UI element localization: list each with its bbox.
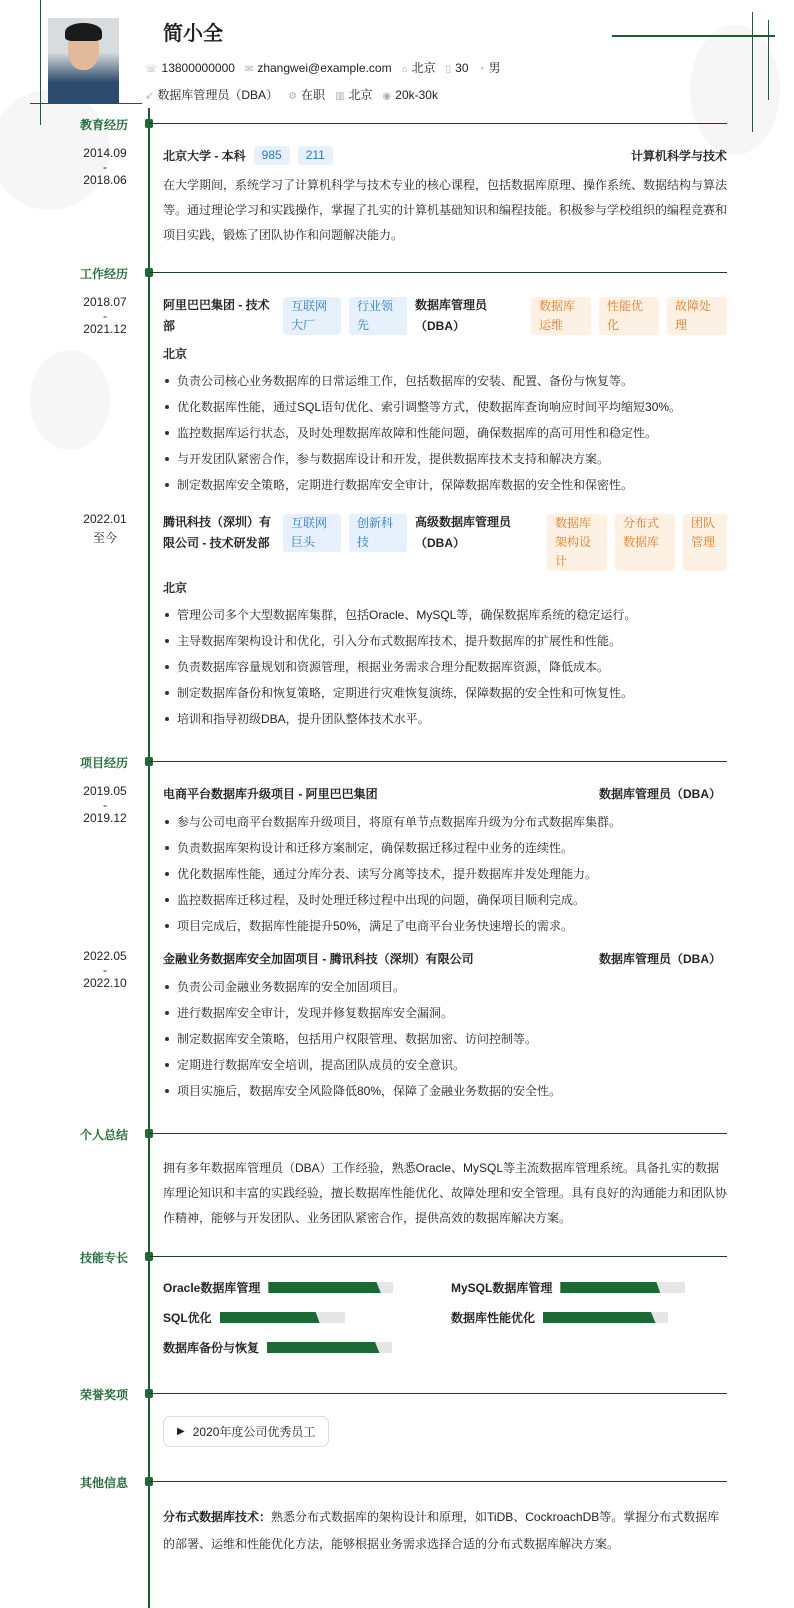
bullet-item: 优化数据库性能，通过SQL语句优化、索引调整等方式，使数据库查询响应时间平均缩短30%。	[163, 394, 727, 420]
status-icon: ⚙	[288, 91, 298, 102]
skill-bar	[560, 1282, 685, 1293]
other-info-label: 分布式数据库技术：	[163, 1510, 272, 1524]
school-tag: 985	[254, 146, 290, 165]
other-info	[0, 1504, 794, 1558]
date-separator: -	[103, 798, 107, 812]
bullet-item: 制定数据库安全策略，定期进行数据库安全审计，保障数据库数据的安全性和保密性。	[163, 472, 727, 498]
school-tag: 211	[298, 146, 333, 165]
date-range	[70, 293, 140, 339]
date-range	[70, 782, 140, 828]
project-name: 电商平台数据库升级项目 - 阿里巴巴集团	[163, 787, 378, 801]
end-date: 2019.12	[83, 811, 127, 825]
bullet-item: 管理公司多个大型数据库集群，包括Oracle、MySQL等，确保数据库系统的稳定运行。	[163, 602, 727, 628]
project-entry	[0, 784, 794, 939]
salary: 20k-30k	[395, 87, 438, 102]
school: 北京大学 - 本科	[163, 149, 246, 163]
city: 北京	[348, 88, 373, 102]
project-role: 数据库管理员（DBA）	[599, 952, 721, 966]
email: zhangwei@example.com	[257, 60, 392, 75]
decor-line	[40, 0, 41, 125]
end-date: 2018.06	[83, 173, 127, 187]
gender-icon: ◔	[478, 64, 485, 75]
summary-text: 拥有多年数据库管理员（DBA）工作经验，熟悉Oracle、MySQL等主流数据库管理系统。具备扎实的数据库理论知识和丰富的实践经验，擅长数据库性能优化、故障处理和安全管理。具有良好的沟通能力和团队协作精神，能够与开发团队、业务团队紧密合作，提供高效的数据库解决方案。	[163, 1161, 728, 1225]
date-range	[70, 144, 140, 190]
section-header-awards	[0, 1386, 794, 1402]
date-separator: -	[103, 963, 107, 977]
section-divider	[149, 123, 727, 124]
award-button[interactable]	[163, 1416, 329, 1447]
bullet-item: 培训和指导初级DBA，提升团队整体技术水平。	[163, 706, 727, 732]
date-range	[70, 947, 140, 993]
end-date: 2021.12	[83, 322, 127, 336]
skills-grid	[0, 1279, 794, 1356]
bullet-item: 制定数据库备份和恢复策略，定期进行灾难恢复演练，保障数据的安全性和可恢复性。	[163, 680, 727, 706]
company-tag: 行业领先	[349, 297, 407, 335]
skill-item	[163, 1339, 451, 1356]
education-title	[163, 146, 727, 167]
date-range	[70, 510, 140, 548]
bullet-list	[163, 368, 727, 498]
end-date: 2022.10	[83, 976, 127, 990]
bullet-item: 制定数据库安全策略，包括用户权限管理、数据加密、访问控制等。	[163, 1026, 727, 1052]
section-title: 教育经历	[79, 118, 128, 132]
project-title	[163, 784, 727, 805]
bullet-item: 负责公司金融业务数据库的安全加固项目。	[163, 974, 727, 1000]
bullet-item: 监控数据库运行状态，及时处理数据库故障和性能问题，确保数据库的高可用性和稳定性。	[163, 420, 727, 446]
skill-bar	[220, 1312, 345, 1323]
bullet-item: 项目完成后，数据库性能提升50%，满足了电商平台业务快速增长的需求。	[163, 913, 727, 939]
section-divider	[149, 1481, 727, 1482]
section-title: 工作经历	[79, 267, 128, 281]
decor-line	[768, 20, 769, 100]
skill-tags	[531, 295, 727, 335]
skill-tag: 数据库运维	[531, 297, 591, 335]
resume-body	[0, 108, 794, 1558]
skill-bar-fill	[267, 1342, 380, 1353]
home-icon: ⌂	[401, 64, 408, 75]
section-header-skills	[0, 1249, 794, 1265]
bullet-item: 主导数据库架构设计和优化，引入分布式数据库技术，提升数据库的扩展性和性能。	[163, 628, 727, 654]
skill-tag: 分布式数据库	[615, 514, 675, 571]
company-tag: 互联网大厂	[283, 297, 341, 335]
bullet-item: 参与公司电商平台数据库升级项目，将原有单节点数据库升级为分布式数据库集群。	[163, 809, 727, 835]
skill-tag: 故障处理	[667, 297, 727, 335]
skill-tag: 团队管理	[683, 514, 727, 571]
work-entry	[0, 512, 794, 732]
section-divider	[149, 1256, 727, 1257]
company: 腾讯科技（深圳）有限公司 - 技术研发部	[163, 515, 272, 550]
hometown: 北京	[411, 61, 436, 75]
candidate-name: 简小全	[163, 23, 223, 45]
phone: 13800000000	[161, 60, 235, 75]
project-name: 金融业务数据库安全加固项目 - 腾讯科技（深圳）有限公司	[163, 952, 474, 966]
project-entry	[0, 949, 794, 1104]
date-separator: -	[103, 160, 107, 174]
section-header-projects	[0, 754, 794, 770]
skill-item	[163, 1309, 451, 1326]
section-header-work	[0, 265, 794, 281]
bullet-list	[163, 809, 727, 939]
major: 计算机科学与技术	[630, 149, 727, 163]
bullet-item: 定期进行数据库安全培训，提高团队成员的安全意识。	[163, 1052, 727, 1078]
skill-tag: 数据库架构设计	[547, 514, 607, 571]
start-date: 2019.05	[83, 784, 127, 798]
section-header-summary	[0, 1126, 794, 1142]
section-title: 个人总结	[79, 1128, 128, 1142]
project-role: 数据库管理员（DBA）	[599, 787, 721, 801]
send-icon: ➶	[145, 91, 154, 102]
skill-bar-fill	[220, 1312, 320, 1323]
skill-item	[451, 1279, 731, 1296]
salary-icon: ◉	[382, 90, 392, 102]
date-separator: -	[103, 309, 107, 323]
section-title: 项目经历	[79, 756, 128, 770]
section-header-other	[0, 1474, 794, 1490]
other-info-body: 熟悉分布式数据库的架构设计和原理，如TiDB、CockroachDB等。掌握分布式数据库的部署、运维和性能优化方法，能够根据业务需求选择合适的分布式数据库解决方案。	[163, 1510, 720, 1551]
bullet-item: 项目实施后，数据库安全风险降低80%，保障了金融业务数据的安全性。	[163, 1078, 727, 1104]
bullet-item: 负责公司核心业务数据库的日常运维工作，包括数据库的安装、配置、备份与恢复等。	[163, 368, 727, 394]
skill-name: 数据库备份与恢复	[163, 1341, 260, 1355]
section-divider	[149, 761, 727, 762]
age: 30	[455, 60, 469, 75]
section-header-education	[0, 116, 794, 132]
award-label: 2020年度公司优秀员工	[192, 1425, 316, 1439]
work-location: 北京	[163, 347, 188, 361]
contact-row	[145, 59, 501, 76]
gender: 男	[488, 61, 501, 75]
company-tag: 创新科技	[349, 514, 407, 552]
section-title: 技能专长	[79, 1251, 128, 1265]
skill-bar	[268, 1282, 393, 1293]
section-title: 荣誉奖项	[79, 1388, 128, 1402]
mail-icon: ✉	[244, 63, 254, 75]
building-icon: ▥	[335, 91, 345, 102]
skill-bar	[267, 1342, 392, 1353]
skill-bar	[543, 1312, 668, 1323]
role: 高级数据库管理员（DBA）	[415, 515, 512, 550]
bullet-item: 负责数据库容量规划和资源管理，根据业务需求合理分配数据库资源，降低成本。	[163, 654, 727, 680]
bullet-item: 监控数据库迁移过程，及时处理迁移过程中出现的问题，确保项目顺利完成。	[163, 887, 727, 913]
skill-item	[451, 1309, 731, 1326]
skill-bar-fill	[543, 1312, 656, 1323]
section-divider	[149, 1133, 727, 1134]
end-date: 至今	[92, 531, 117, 545]
section-title: 其他信息	[79, 1476, 128, 1490]
bullet-item: 优化数据库性能，通过分库分表、读写分离等技术，提升数据库并发处理能力。	[163, 861, 727, 887]
project-title	[163, 949, 727, 970]
summary-section	[0, 1156, 794, 1231]
section-divider	[149, 272, 727, 273]
bullet-item: 负责数据库架构设计和迁移方案制定，确保数据迁移过程中业务的连续性。	[163, 835, 727, 861]
start-date: 2022.01	[83, 512, 127, 526]
bullet-item: 与开发团队紧密合作，参与数据库设计和开发，提供数据库技术支持和解决方案。	[163, 446, 727, 472]
skill-name: MySQL数据库管理	[451, 1281, 553, 1295]
work-title	[163, 512, 727, 571]
other-info-text	[163, 1504, 727, 1558]
age-icon: ▯	[445, 63, 452, 75]
work-entry	[0, 295, 794, 498]
start-date: 2022.05	[83, 949, 127, 963]
position: 数据库管理员（DBA）	[157, 88, 279, 102]
section-divider	[149, 1393, 727, 1394]
company-tag: 互联网巨头	[283, 514, 341, 552]
avatar	[48, 18, 119, 104]
decor-line	[612, 35, 775, 37]
skill-bar-fill	[560, 1282, 660, 1293]
education-entry	[0, 146, 794, 248]
start-date: 2018.07	[83, 295, 127, 309]
bullet-list	[163, 602, 727, 732]
skill-name: SQL优化	[163, 1311, 212, 1325]
work-title	[163, 295, 727, 337]
skill-name: Oracle数据库管理	[163, 1281, 261, 1295]
start-date: 2014.09	[83, 146, 127, 160]
bullet-list	[163, 974, 727, 1104]
education-description: 在大学期间，系统学习了计算机科学与技术专业的核心课程，包括数据库原理、操作系统、数据结构与算法等。通过理论学习和实践操作，掌握了扎实的计算机基础知识和编程技能。积极参与学校组织的编程竞赛和项目实践，锻炼了团队协作和问题解决能力。	[163, 178, 728, 242]
skill-item	[163, 1279, 451, 1296]
skill-bar-fill	[268, 1282, 381, 1293]
work-location: 北京	[163, 581, 188, 595]
job-row	[145, 86, 438, 103]
play-icon: ▶	[177, 1426, 185, 1437]
status: 在职	[301, 88, 326, 102]
company: 阿里巴巴集团 - 技术部	[163, 298, 270, 333]
skill-name: 数据库性能优化	[451, 1311, 536, 1325]
phone-icon: ☏	[145, 63, 158, 75]
bullet-item: 进行数据库安全审计，发现并修复数据库安全漏洞。	[163, 1000, 727, 1026]
skill-tag: 性能优化	[599, 297, 659, 335]
role: 数据库管理员（DBA）	[415, 298, 488, 333]
skill-tags	[547, 512, 727, 571]
